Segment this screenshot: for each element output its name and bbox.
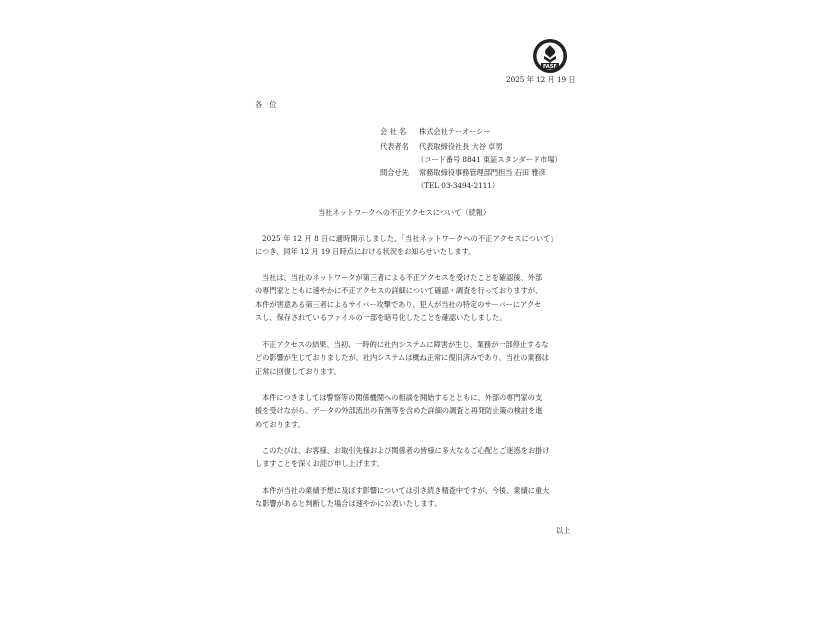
logo-text: FASF xyxy=(543,63,557,70)
closing-mark: 以上 xyxy=(556,526,571,535)
paragraph-line: めております。 xyxy=(255,419,305,429)
paragraph-line: 不正アクセスの結果、当初、一時的に社内システムに障害が生じ、業務が一部停止するな xyxy=(262,340,549,349)
paragraph-line: な影響があると判断した場合は速やかに公表いたします。 xyxy=(255,499,442,509)
contact-label: 問合せ先 xyxy=(380,168,409,177)
document-title: 当社ネットワークへの不正アクセスについて（続報） xyxy=(318,208,491,217)
representative-name: 代表取締役社長 大谷 卓男 xyxy=(419,142,503,151)
paragraph-line: 本件につきましては警察等の関係機関への相談を開始するとともに、外部の専門家の支 xyxy=(262,393,543,402)
paragraph-line: 援を受けながら、データの外部流出の有無等を含めた詳細の調査と再発防止策の検討を進 xyxy=(255,406,543,416)
contact-person: 常務取締役事務管理部門担当 石田 雅彦 xyxy=(419,168,546,177)
body-paragraph xyxy=(255,338,575,378)
stock-code: （コード番号 8841 東証スタンダード市場） xyxy=(417,155,562,164)
fasf-logo xyxy=(532,38,568,74)
paragraph-line: につき、同年 12 月 19 日時点における状況をお知らせいたします。 xyxy=(255,247,476,257)
body-paragraph xyxy=(255,232,575,259)
representative-label: 代表者名 xyxy=(380,142,409,151)
paragraph-line: の専門家とともに速やかに不正アクセスの詳細について確認・調査を行っておりますが、 xyxy=(255,286,543,296)
paragraph-line: 2025 年 12 月 8 日に適時開示しました、「当社ネットワークへの不正アクセスについて」 xyxy=(262,234,558,243)
company-name: 株式会社テーオーシー xyxy=(419,127,491,136)
paragraph-line: このたびは、お客様、お取引先様および関係者の皆様に多大なるご心配とご迷惑をお掛け xyxy=(262,446,550,455)
paragraph-line: 本件が当社の業績予想に及ぼす影響については引き続き精査中ですが、今後、業績に重大 xyxy=(262,486,550,495)
paragraph-line: スし、保存されているファイルの一部を暗号化したことを確認いたしました。 xyxy=(255,312,507,322)
paragraph-line: 正常に回復しております。 xyxy=(255,366,341,376)
body-paragraph xyxy=(255,271,575,324)
document-date: 2025 年 12 月 19 日 xyxy=(506,75,576,84)
paragraph-line: しますことを深くお詫び申し上げます。 xyxy=(255,459,384,469)
paragraph-line: 本件が害意ある第三者によるサイバー攻撃であり、犯人が当社の特定のサーバーにアクセ xyxy=(255,299,542,309)
company-name-label: 会 社 名 xyxy=(380,127,407,136)
contact-tel: （TEL 03-3494-2111） xyxy=(417,181,500,190)
body-paragraph xyxy=(255,444,575,471)
addressee: 各 位 xyxy=(255,100,277,109)
paragraph-line: どの影響が生じておりましたが、社内システムは概ね正常に復旧済みであり、当社の業務は xyxy=(255,353,549,363)
body-paragraph xyxy=(255,484,575,511)
body-paragraph xyxy=(255,391,575,431)
paragraph-line: 当社は、当社のネットワークが第三者による不正アクセスを受けたことを確認後、外部 xyxy=(262,273,543,282)
